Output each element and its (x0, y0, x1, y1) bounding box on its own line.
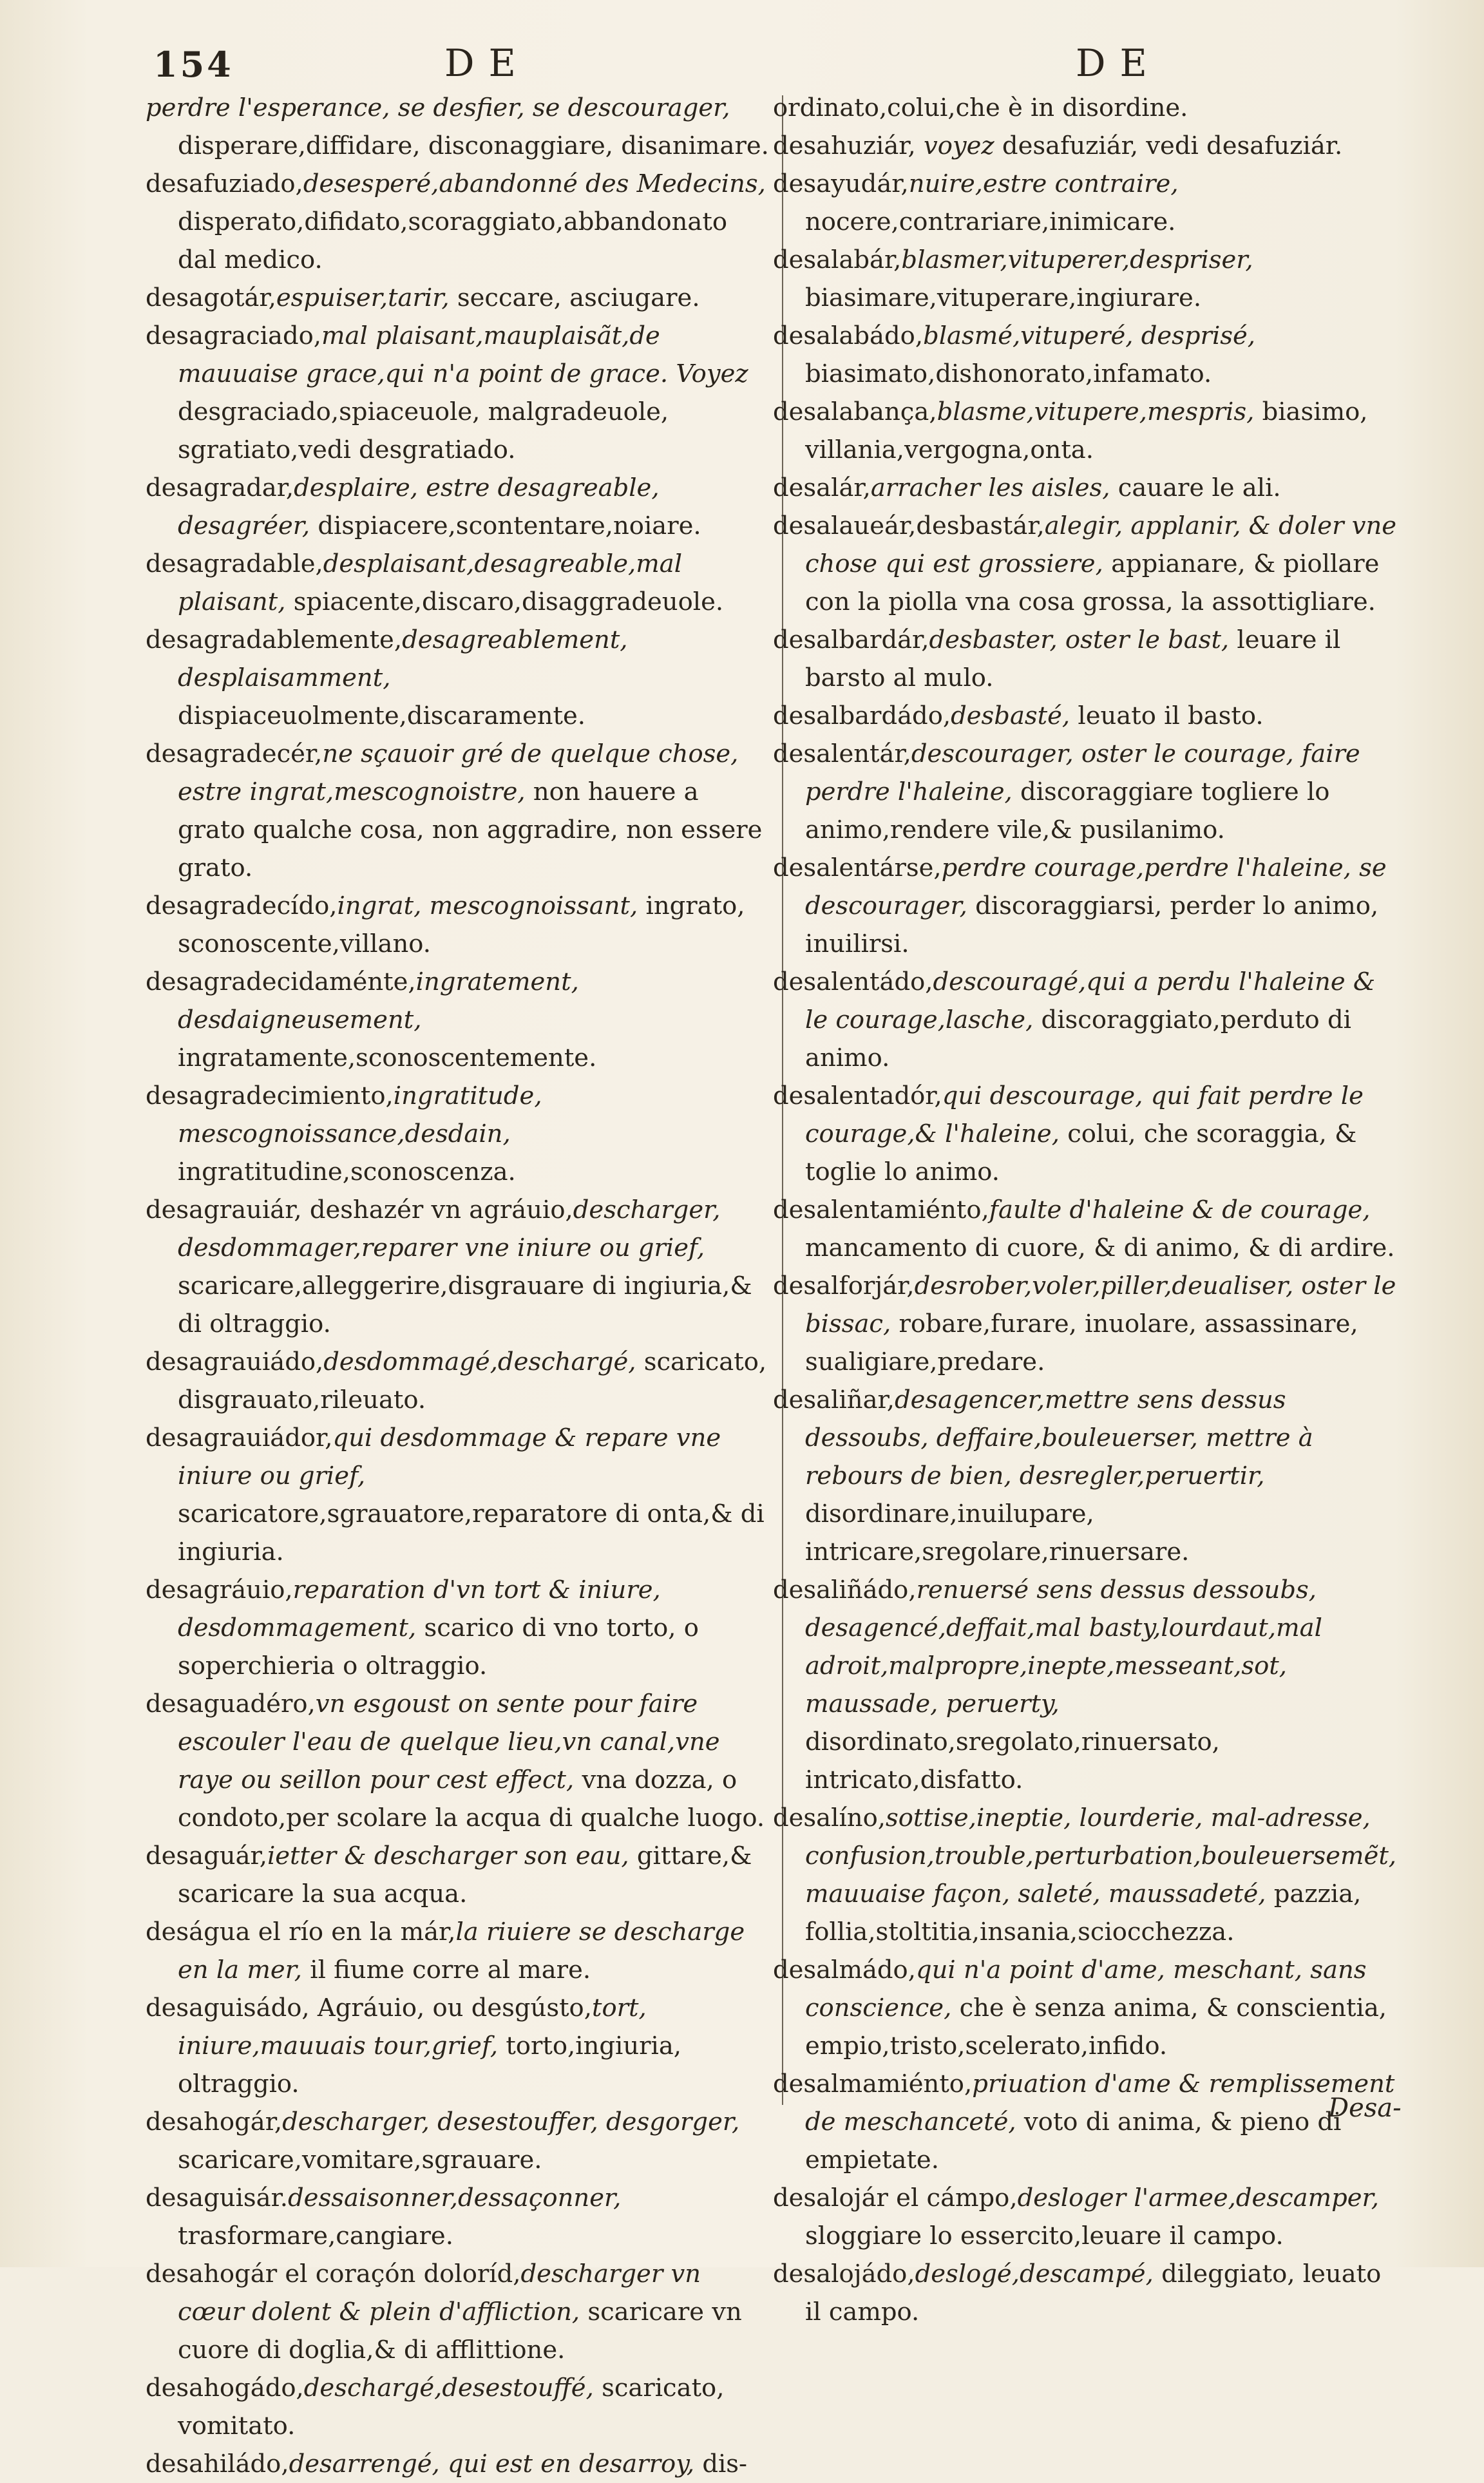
dictionary-entry (773, 127, 1398, 165)
entry-italian: che è senza anima, & conscientia, empio,tristo,scelerato,infido. (805, 1993, 1387, 2060)
dictionary-entry (773, 2065, 1398, 2179)
entry-italian: biasimare,vituperare,ingiurare. (805, 283, 1202, 312)
entry-headword: desalforjár, (773, 1271, 915, 1300)
entry-headword: desagradablemente, (146, 625, 403, 654)
entry-headword: desalmamiénto, (773, 2069, 973, 2098)
dictionary-entry (146, 545, 770, 621)
entry-french: ingratement, desdaigneusement, (178, 967, 579, 1034)
dictionary-entry (146, 1571, 770, 1685)
dictionary-entry (773, 89, 1398, 127)
entry-italian: nocere,contrariare,inimicare. (805, 207, 1176, 236)
entry-headword: desahogár, (146, 2107, 283, 2136)
dictionary-entry (146, 1685, 770, 1837)
dictionary-entry (773, 469, 1398, 507)
dictionary-entry (146, 2445, 770, 2483)
dictionary-entry (146, 1419, 770, 1571)
dictionary-entry (146, 89, 770, 165)
entry-headword: desahuziár, (773, 131, 924, 160)
entry-headword: desalentadór, (773, 1081, 942, 1110)
entry-headword: desaliñádo, (773, 1575, 917, 1604)
entry-headword: desagradecimiento, (146, 1081, 394, 1110)
right-heading: DE (1076, 41, 1161, 85)
entry-italian: discoraggiarsi, perder lo animo, inuilirsi. (805, 891, 1379, 958)
entry-french: descharger vn cœur dolent & plein d'affliction, (178, 2259, 701, 2326)
dictionary-entry (146, 2255, 770, 2369)
entry-french: descouragé,qui a perdu l'haleine & le courage,lasche, (805, 967, 1376, 1034)
entry-italian: scaricare vn cuore di doglia,& di afflittione. (178, 2297, 742, 2364)
entry-headword: desalojádo, (773, 2259, 915, 2288)
entry-italian: ingrato, sconoscente,villano. (178, 891, 745, 958)
entry-french: blasmer,vituperer,despriser, (901, 245, 1253, 274)
entry-french: desdommagé,deschargé, (323, 1347, 636, 1376)
entry-french: desarrengé, qui est en desarroy, (289, 2450, 695, 2478)
dictionary-entry (146, 2179, 770, 2255)
entry-french: espuiser,tarir, (276, 283, 450, 312)
entry-headword: desaguisádo, Agráuio, ou desgústo, (146, 1993, 592, 2022)
entry-headword: desagrauiádo, (146, 1347, 324, 1376)
entry-french: ingratitude, mescognoissance,desdain, (178, 1081, 542, 1148)
entry-french: sottise,ineptie, lourderie, mal-adresse, confusion,trouble,perturbation,bouleuersemẽt, mauuaise façon, saleté, maussadeté, (805, 1803, 1397, 1908)
entry-italian: disperare,diffidare, disconaggiare, disanimare. (178, 131, 769, 160)
entry-headword: desalentádo, (773, 967, 933, 996)
entry-headword: desagradecidaménte, (146, 967, 416, 996)
entry-french: qui descourage, qui fait perdre le courage,& l'haleine, (805, 1081, 1364, 1148)
entry-italian: desafuziár, vedi desafuziár. (994, 131, 1343, 160)
entry-italian: il fiume corre al mare. (302, 1955, 591, 1984)
entry-italian: appianare, & piollare con la piolla vna cosa grossa, la assottigliare. (805, 549, 1380, 616)
entry-headword: desagráuio, (146, 1575, 293, 1604)
dictionary-entry (773, 507, 1398, 621)
dictionary-entry (146, 887, 770, 963)
entry-french: desagreablement, desplaisamment, (178, 625, 628, 692)
entry-headword: desalbardár, (773, 625, 929, 654)
entry-french: desbasté, (951, 701, 1070, 730)
entry-headword: desafuziado, (146, 169, 303, 198)
entry-italian: spiacente,discaro,disaggradeuole. (285, 587, 724, 616)
dictionary-entry (773, 621, 1398, 697)
entry-french: voyez (923, 131, 994, 160)
entry-french: alegir, applanir, & doler vne chose qui est grossiere, (805, 511, 1397, 578)
entry-french: desagencer,mettre sens dessus dessoubs, deffaire,bouleuerser, mettre à rebours de bien, desregler,peruertir, (805, 1385, 1313, 1490)
entry-french: renuersé sens dessus dessoubs, desagencé,deffait,mal basty,lourdaut,mal adroit,malpropre,inepte,messeant,sot, maussade, peruerty, (805, 1575, 1322, 1718)
entry-italian: scarico di vno torto, o soperchieria o oltraggio. (178, 1613, 699, 1680)
entry-headword: desalíno, (773, 1803, 886, 1832)
entry-french: tort, iniure,mauuais tour,grief, (178, 1993, 647, 2060)
entry-french: descourager, oster le courage, faire perdre l'haleine, (805, 739, 1360, 806)
entry-headword: desagraciado, (146, 321, 322, 350)
entry-headword: desaguár, (146, 1841, 267, 1870)
dictionary-entry (146, 2369, 770, 2445)
entry-italian: ingratitudine,sconoscenza. (178, 1157, 516, 1186)
entry-french: descharger, desestouffer, desgorger, (282, 2107, 740, 2136)
entry-french: arracher les aisles, (870, 473, 1110, 502)
dictionary-entry (146, 963, 770, 1077)
entry-headword: desagotár, (146, 283, 276, 312)
entry-french: desesperé,abandonné des Medecins, (303, 169, 766, 198)
entry-italian: trasformare,cangiare. (178, 2221, 453, 2250)
entry-italian: scaricare,alleggerire,disgrauare di ingiuria,& di oltraggio. (178, 1271, 752, 1338)
entry-french: la riuiere se descharge en la mer, (178, 1917, 745, 1984)
dictionary-entry (773, 1267, 1398, 1381)
entry-italian: voto di anima, & pieno di empietate. (805, 2107, 1342, 2174)
entry-french: deschargé,desestouffé, (303, 2374, 594, 2402)
entry-italian: biasimato,dishonorato,infamato. (805, 359, 1212, 388)
dictionary-entry (146, 279, 770, 317)
entry-french: qui desdommage & repare vne iniure ou grief, (178, 1423, 721, 1490)
entry-headword: desalojár el cámpo, (773, 2183, 1018, 2212)
dictionary-entry (773, 2255, 1398, 2331)
dictionary-entry (773, 393, 1398, 469)
entry-headword: desalentár, (773, 739, 911, 768)
dictionary-entry (773, 1571, 1398, 1799)
dictionary-entry (146, 1077, 770, 1191)
dictionary-entry (146, 165, 770, 279)
entry-french: desloger l'armee,descamper, (1017, 2183, 1379, 2212)
entry-italian: dileggiato, leuato il campo. (805, 2259, 1382, 2326)
dictionary-entry (146, 317, 770, 469)
entry-headword: desaliñar, (773, 1385, 895, 1414)
dictionary-entry (773, 2179, 1398, 2255)
entry-french: blasme,vitupere,mespris, (937, 397, 1255, 426)
dictionary-entry (773, 317, 1398, 393)
right-column (773, 89, 1398, 2331)
left-heading: DE (444, 41, 530, 85)
dictionary-entry (773, 735, 1398, 849)
dictionary-entry (773, 165, 1398, 241)
dictionary-entry (773, 241, 1398, 317)
entry-french: ingrat, mescognoissant, (337, 891, 638, 920)
entry-italian: robare,furare, inuolare, assassinare, sualigiare,predare. (805, 1309, 1358, 1376)
entry-headword: desalentamiénto, (773, 1195, 989, 1224)
entry-headword: desalabádo, (773, 321, 924, 350)
entry-italian: ordinato,colui,che è in disordine. (773, 93, 1188, 122)
entry-french: perdre courage,perdre l'haleine, se descourager, (805, 853, 1387, 920)
entry-headword: deságua el río en la már, (146, 1917, 456, 1946)
entry-french: mal plaisant,mauplaisãt,de mauuaise grace,qui n'a point de grace. Voyez (178, 321, 748, 388)
entry-italian: leuato il basto. (1070, 701, 1264, 730)
entry-french: priuation d'ame & remplissement de meschanceté, (805, 2069, 1395, 2136)
entry-french: desplaisant,desagreable,mal plaisant, (178, 549, 683, 616)
entry-italian: biasimo, villania,vergogna,onta. (805, 397, 1368, 464)
entry-headword: desalbardádo, (773, 701, 951, 730)
dictionary-entry (146, 735, 770, 887)
entry-headword: desagradable, (146, 549, 323, 578)
entry-headword: desalabár, (773, 245, 902, 274)
entry-italian: vna dozza, o condoto,per scolare la acqua di qualche luogo. (178, 1765, 765, 1832)
entry-italian: seccare, asciugare. (449, 283, 700, 312)
entry-headword: desagradecér, (146, 739, 323, 768)
entry-italian: desgraciado,spiaceuole, malgradeuole, sgratiato,vedi desgratiado. (178, 397, 669, 464)
entry-french: descharger, desdommager,reparer vne iniure ou grief, (178, 1195, 721, 1262)
entry-headword: desalabança, (773, 397, 937, 426)
entry-headword: desagradecído, (146, 891, 338, 920)
entry-italian: disperato,difidato,scoraggiato,abbandonato dal medico. (178, 207, 728, 274)
entry-italian: disordinato,sregolato,rinuersato, intricato,disfatto. (805, 1727, 1220, 1794)
dictionary-entry (146, 1191, 770, 1343)
entry-headword: desahogádo, (146, 2374, 304, 2402)
entry-italian: dispiacere,scontentare,noiare. (310, 511, 701, 540)
entry-headword: desaguadéro, (146, 1689, 316, 1718)
entry-italian: leuare il barsto al mulo. (805, 625, 1341, 692)
entry-italian: colui, che scoraggia, & toglie lo animo. (805, 1119, 1357, 1186)
page-number: 154 (153, 44, 234, 85)
entry-french: desbaster, oster le bast, (929, 625, 1230, 654)
entry-italian: pazzia, follia,stoltitia,insania,sciocchezza. (805, 1879, 1362, 1946)
dictionary-entry (146, 2103, 770, 2179)
entry-french: desplaire, estre desagreable, desagréer, (178, 473, 660, 540)
entry-italian: dispiaceuolmente,discaramente. (178, 701, 586, 730)
entry-headword: desaguisár. (146, 2183, 289, 2212)
dictionary-entry (773, 1077, 1398, 1191)
entry-headword: desahogár el coraçón doloríd, (146, 2259, 521, 2288)
dictionary-entry (146, 1913, 770, 1989)
entry-italian: mancamento di cuore, & di animo, & di ardire. (805, 1233, 1395, 1262)
entry-italian: discoraggiare togliere lo animo,rendere vile,& pusilanimo. (805, 777, 1330, 844)
entry-headword: desagradar, (146, 473, 294, 502)
entry-italian: scaricare,vomitare,sgrauare. (178, 2145, 542, 2174)
entry-italian: scaricato, disgrauato,rileuato. (178, 1347, 767, 1414)
entry-italian: non hauere a grato qualche cosa, non aggradire, non essere grato. (178, 777, 763, 882)
entry-french: vn esgoust on sente pour faire escouler l'eau de quelque lieu,vn canal,vne raye ou seillon pour cest effect, (178, 1689, 720, 1794)
entry-headword: desahiládo, (146, 2450, 289, 2478)
entry-italian: cauare le ali. (1110, 473, 1281, 502)
dictionary-entry (146, 469, 770, 545)
dictionary-entry (773, 1951, 1398, 2065)
entry-italian: disordinare,inuilupare, intricare,sregolare,rinuersare. (805, 1499, 1190, 1566)
dictionary-entry (146, 1343, 770, 1419)
dictionary-entry (773, 1799, 1398, 1951)
entry-headword: desagrauiár, deshazér vn agráuio, (146, 1195, 573, 1224)
entry-italian: scaricatore,sgrauatore,reparatore di onta,& di ingiuria. (178, 1499, 765, 1566)
dictionary-entry (146, 1989, 770, 2103)
entry-french: reparation d'vn tort & iniure, desdommagement, (178, 1575, 661, 1642)
entry-french: blasmé,vituperé, desprisé, (923, 321, 1256, 350)
catchword: Desa- (1328, 2093, 1402, 2123)
dictionary-entry (773, 1191, 1398, 1267)
entry-french: deslogé,descampé, (915, 2259, 1154, 2288)
entry-headword: desayudár, (773, 169, 909, 198)
dictionary-entry (146, 1837, 770, 1913)
entry-headword: desalár, (773, 473, 871, 502)
dictionary-entry (773, 963, 1398, 1077)
entry-headword: desagrauiádor, (146, 1423, 333, 1452)
dictionary-entry (773, 697, 1398, 735)
entry-french: perdre l'esperance, se desfier, se descourager, (146, 93, 730, 122)
entry-french: desrober,voler,piller,deualiser, oster le bissac, (805, 1271, 1396, 1338)
entry-french: ne sçauoir gré de quelque chose, estre ingrat,mescognoistre, (178, 739, 739, 806)
entry-italian: dis- (694, 2450, 748, 2478)
entry-french: faulte d'haleine & de courage, (989, 1195, 1371, 1224)
left-column (146, 89, 770, 2483)
entry-french: dessaisonner,dessaçonner, (288, 2183, 622, 2212)
entry-french: ietter & descharger son eau, (267, 1841, 629, 1870)
entry-french: qui n'a point d'ame, meschant, sans conscience, (805, 1955, 1367, 2022)
entry-headword: desalmádo, (773, 1955, 916, 1984)
dictionary-entry (146, 621, 770, 735)
entry-french: nuire,estre contraire, (908, 169, 1179, 198)
entry-italian: sloggiare lo essercito,leuare il campo. (805, 2221, 1284, 2250)
entry-italian: scaricato, vomitato. (178, 2374, 725, 2440)
dictionary-entry (773, 1381, 1398, 1571)
entry-italian: discoraggiato,perduto di animo. (805, 1005, 1351, 1072)
entry-headword: desalaueár,desbastár, (773, 511, 1045, 540)
entry-headword: desalentárse, (773, 853, 942, 882)
entry-italian: torto,ingiuria, oltraggio. (178, 2031, 682, 2098)
entry-italian: ingratamente,sconoscentemente. (178, 1043, 597, 1072)
entry-italian: gittare,& scaricare la sua acqua. (178, 1841, 752, 1908)
dictionary-entry (773, 849, 1398, 963)
